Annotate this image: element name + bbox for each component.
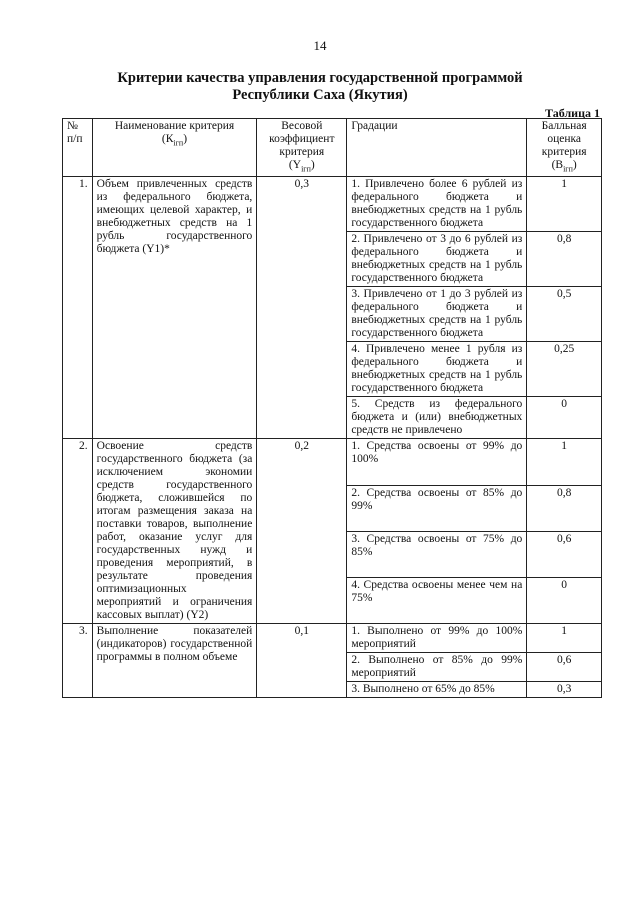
grade-text: 2. Привлечено от 3 до 6 рублей из федерального бюджета и внебюджетных средств на 1 рубль государственного бюджета xyxy=(347,232,527,287)
grade-score: 1 xyxy=(527,439,602,485)
grade-text: 3. Выполнено от 65% до 85% xyxy=(347,682,527,698)
header-number: № п/п xyxy=(63,119,93,177)
row-number: 3. xyxy=(63,624,93,698)
page-title xyxy=(90,70,550,104)
grade-score: 0,8 xyxy=(527,485,602,531)
header-name-label: Наименование критерия xyxy=(114,120,235,132)
grade-score: 0 xyxy=(527,397,602,439)
grade-score: 1 xyxy=(527,177,602,232)
grade-score: 0,8 xyxy=(527,232,602,287)
grade-text: 1. Привлечено более 6 рублей из федерального бюджета и внебюджетных средств на 1 рубль государственного бюджета xyxy=(347,177,527,232)
grade-score: 0,5 xyxy=(527,287,602,342)
header-name-symbol: (К xyxy=(161,133,174,145)
header-score-label: Балльная оценка критерия xyxy=(541,120,587,158)
table-caption: Таблица 1 xyxy=(545,106,600,120)
header-weight-symbol: (Y xyxy=(288,159,302,171)
row-number: 1. xyxy=(63,177,93,439)
criterion-name: Объем привлеченных средств из федерального бюджета, имеющих целевой характер, и внебюджетных средств на 1 рубль государственного бюджета (Y1)* xyxy=(92,177,257,439)
criterion-weight: 0,3 xyxy=(257,177,347,439)
header-weight-symbol-close: ) xyxy=(310,159,315,171)
row-number: 2. xyxy=(63,439,93,624)
header-name-subscript: ігп xyxy=(173,138,184,148)
header-weight xyxy=(257,119,347,177)
criterion-name: Освоение средств государственного бюджета (за исключением экономии средств государственного бюджета, сложившейся по итогам размещения заказа на поставки товаров, выполнение работ, оказание услуг для государственных нужд и проведения мероприятий, в результате проведения оптимизационных мероприятий и ограничения кассовых выплат) (Y2) xyxy=(92,439,257,624)
header-weight-label: Весовой коэффициент критерия xyxy=(269,120,335,158)
grade-text: 3. Привлечено от 1 до 3 рублей из федерального бюджета и внебюджетных средств на 1 рубль государственного бюджета xyxy=(347,287,527,342)
header-score-symbol: (B xyxy=(551,159,564,171)
table-header-row xyxy=(63,119,602,177)
grade-score: 0,6 xyxy=(527,653,602,682)
grade-text: 2. Выполнено от 85% до 99% мероприятий xyxy=(347,653,527,682)
grade-text: 4. Привлечено менее 1 рубля из федерального бюджета и внебюджетных средств на 1 рубль государственного бюджета xyxy=(347,342,527,397)
header-name xyxy=(92,119,257,177)
criteria-table xyxy=(62,118,602,698)
grade-text: 4. Средства освоены менее чем на 75% xyxy=(347,578,527,624)
grade-text: 2. Средства освоены от 85% до 99% xyxy=(347,485,527,531)
table-row xyxy=(63,624,602,653)
grade-text: 3. Средства освоены от 75% до 85% xyxy=(347,531,527,577)
page-number: 14 xyxy=(313,38,327,53)
table-row xyxy=(63,177,602,232)
grade-score: 0 xyxy=(527,578,602,624)
header-score xyxy=(527,119,602,177)
criterion-weight: 0,1 xyxy=(257,624,347,698)
grade-score: 0,6 xyxy=(527,531,602,577)
table-row xyxy=(63,439,602,485)
title-line-1: Критерии качества управления государственной программой xyxy=(117,70,523,86)
header-name-symbol-close: ) xyxy=(183,133,188,145)
title-line-2: Республики Саха (Якутия) xyxy=(232,87,408,103)
header-weight-subscript: ігп xyxy=(301,164,311,174)
grade-text: 1. Средства освоены от 99% до 100% xyxy=(347,439,527,485)
grade-score: 0,3 xyxy=(527,682,602,698)
grade-score: 0,25 xyxy=(527,342,602,397)
header-grades: Градации xyxy=(347,119,527,177)
grade-score: 1 xyxy=(527,624,602,653)
grade-text: 1. Выполнено от 99% до 100% мероприятий xyxy=(347,624,527,653)
header-score-symbol-close: ) xyxy=(572,159,577,171)
criterion-name: Выполнение показателей (индикаторов) государственной программы в полном объеме xyxy=(92,624,257,698)
criterion-weight: 0,2 xyxy=(257,439,347,624)
header-score-subscript: ігп xyxy=(563,164,573,174)
grade-text: 5. Средств из федерального бюджета и (или) внебюджетных средств не привлечено xyxy=(347,397,527,439)
